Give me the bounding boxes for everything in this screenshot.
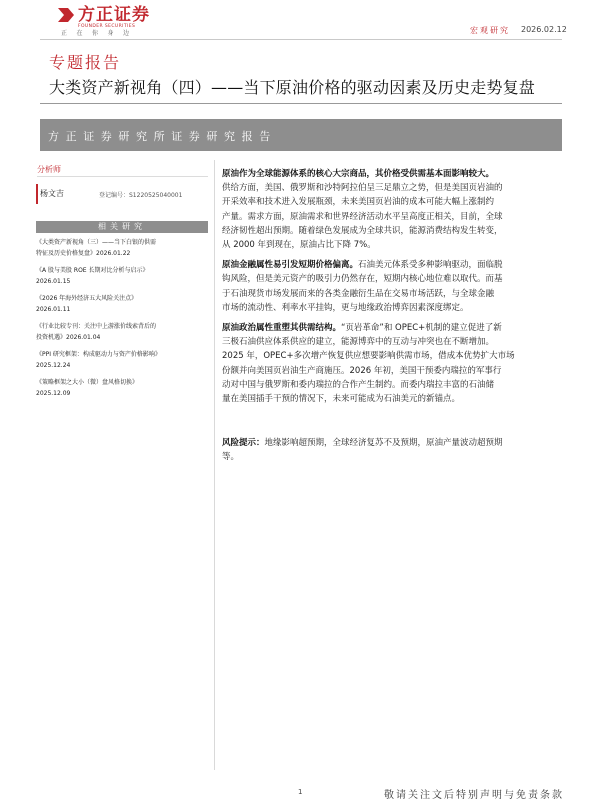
logo-english: FOUNDER SECURITIES (78, 24, 136, 29)
report-title: 大类资产新视角（四）——当下原油价格的驱动因素及历史走势复盘 (49, 78, 536, 97)
report-type: 宏观研究 (470, 26, 510, 35)
analyst-registration: 登记编号：S1220525040001 (99, 192, 183, 199)
analyst-divider (37, 176, 208, 177)
page-number: 1 (298, 788, 303, 796)
related-report-link[interactable]: 《PPI 研究框架：构成驱动力与资产价格影响》 2025.12.24 (36, 351, 161, 369)
report-category: 专题报告 (49, 53, 122, 72)
banner-text: 方正证券研究所证券研究报告 (48, 130, 277, 143)
body-paragraph: 原油政治属性重塑其供需结构。“页岩革命”和 OPEC+机制的建立促进了新 三极石油供应体系供应的建立，能源博弈中的互动与冲突也在不断增加。 2025 年，OPEC+多次增产恢复供应想要影响供需市场，借成本优势扩大市场 份额并向美国页岩油生产商施压。2026 年初，美国干预委内瑞拉的军事行 动对中国与俄罗斯和委内瑞拉的合作产生制约。而委内瑞拉丰富的石油储 量在美国插手干预的情况下，未来可能成为石油美元的新锚点。 (222, 323, 515, 405)
related-research-heading: 相关研究 (36, 221, 208, 233)
research-banner (40, 119, 562, 151)
logo-text: 方正证券 (78, 5, 150, 25)
related-research-list (36, 238, 210, 406)
related-report-link[interactable]: 《2026 年海外经济五大风险关注点》 2026.01.11 (36, 295, 138, 313)
report-date: 2026.02.12 (521, 25, 567, 34)
report-body (222, 167, 568, 412)
analyst-label: 分析师 (37, 165, 61, 174)
related-report-link[interactable]: 《A 股与美股 ROE 长期对比分析与启示》 2026.01.15 (36, 267, 149, 285)
company-logo (58, 5, 150, 29)
slogan: 正在你身边 (61, 30, 139, 37)
paragraph-lead: 原油政治属性重塑其供需结构。 (222, 323, 342, 334)
column-divider (214, 160, 215, 770)
title-divider (40, 103, 562, 104)
related-report-link[interactable]: 《策略框架之大小（微）盘风格切换》 2025.12.09 (36, 379, 139, 397)
header-divider (40, 39, 562, 40)
body-paragraph: 原油作为全球能源体系的核心大宗商品，其价格受供需基本面影响较大。 供给方面，美国、俄罗斯和沙特阿拉伯呈三足鼎立之势，但是美国页岩油的 开采效率和技术进入发展瓶颈，未来美国页岩油的成本可能大幅上涨制约 产量。需求方面，原油需求和世界经济活动水平呈高度正相关，目前，全球 经济韧性超出预期。随着绿色发展成为全球共识，能源消费结构发生转变， 从 2000 年到现在，原油占比下降 7%。 (222, 169, 503, 251)
risk-warning: 风险提示：地缘影响超预期，全球经济复苏不及预期，原油产量波动超预期 等。 (222, 438, 503, 463)
founder-logo-icon (58, 8, 74, 22)
body-paragraph: 原油金融属性易引发短期价格偏离。石油美元体系受多种影响驱动，面临脱 钩风险，但是美元资产的吸引力仍然存在，短期内核心地位难以取代。而基 于石油现货市场发展而来的各类金融衍生品在交易市场活跃，与全球金融 市场的流动性、利率水平挂钩，更与地缘政治博弈因素深度绑定。 (222, 260, 503, 313)
related-report-link[interactable]: 《行业比较专刊：关注中上游涨价线索背后的 投资机遇》2026.01.04 (36, 323, 157, 341)
analyst-name: 杨文吉 (40, 189, 64, 198)
paragraph-lead: 原油作为全球能源体系的核心大宗商品，其价格受供需基本面影响较大。 (222, 169, 495, 179)
related-report-link[interactable]: 《大类资产新视角（三）——当下白银的供需 特征及历史价格复盘》2026.01.22 (36, 239, 157, 257)
paragraph-lead: 原油金融属性易引发短期价格偏离。 (222, 260, 359, 271)
disclaimer-link[interactable]: 敬请关注文后特别声明与免责条款 (384, 790, 564, 800)
analyst-marker (36, 184, 38, 204)
risk-label: 风险提示： (222, 438, 265, 448)
